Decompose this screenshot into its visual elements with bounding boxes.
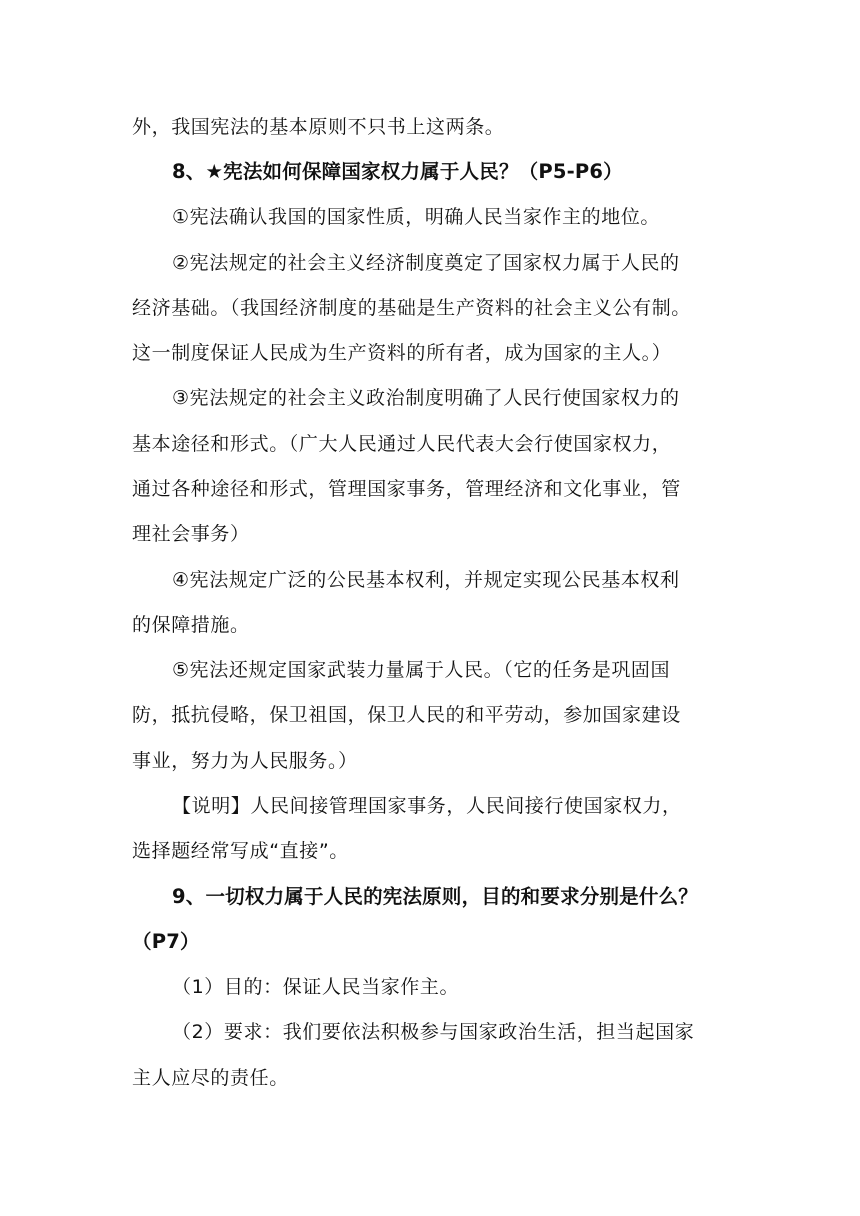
answer-8-point-2-cont: 这一制度保证人民成为生产资料的所有者，成为国家的主人。） <box>132 342 672 364</box>
paragraph-continuation: 外，我国宪法的基本原则不只书上这两条。 <box>132 116 505 138</box>
question-9-heading-cont: （P7） <box>132 930 200 953</box>
answer-8-point-4: ④宪法规定广泛的公民基本权利，并规定实现公民基本权利 <box>172 569 680 591</box>
answer-8-point-2-cont: 经济基础。（我国经济制度的基础是生产资料的社会主义公有制。 <box>132 297 691 319</box>
note-paragraph: 【说明】人民间接管理国家事务，人民间接行使国家权力， <box>172 795 682 817</box>
answer-8-point-5-cont: 事业，努力为人民服务。） <box>132 750 358 772</box>
answer-8-point-4-cont: 的保障措施。 <box>132 614 250 636</box>
answer-8-point-3: ③宪法规定的社会主义政治制度明确了人民行使国家权力的 <box>172 387 680 409</box>
answer-9-purpose: （1）目的：保证人民当家作主。 <box>172 976 460 998</box>
answer-8-point-2: ②宪法规定的社会主义经济制度奠定了国家权力属于人民的 <box>172 252 680 274</box>
question-9-heading: 9、一切权力属于人民的宪法原则，目的和要求分别是什么？ <box>172 885 698 908</box>
answer-9-requirement: （2）要求：我们要依法积极参与国家政治生活，担当起国家 <box>172 1021 695 1043</box>
answer-8-point-3-cont: 理社会事务） <box>132 523 250 545</box>
note-paragraph-cont: 选择题经常写成“直接”。 <box>132 840 349 862</box>
answer-9-requirement-cont: 主人应尽的责任。 <box>132 1067 289 1089</box>
question-8-heading: 8、★宪法如何保障国家权力属于人民？（P5-P6） <box>172 160 623 183</box>
answer-8-point-1: ①宪法确认我国的国家性质，明确人民当家作主的地位。 <box>172 206 661 228</box>
answer-8-point-3-cont: 通过各种途径和形式，管理国家事务，管理经济和文化事业，管 <box>132 478 681 500</box>
answer-8-point-5: ⑤宪法还规定国家武装力量属于人民。（它的任务是巩固国 <box>172 659 671 681</box>
answer-8-point-3-cont: 基本途径和形式。（广大人民通过人民代表大会行使国家权力， <box>132 433 672 455</box>
answer-8-point-5-cont: 防，抵抗侵略，保卫祖国，保卫人民的和平劳动，参加国家建设 <box>132 704 681 726</box>
